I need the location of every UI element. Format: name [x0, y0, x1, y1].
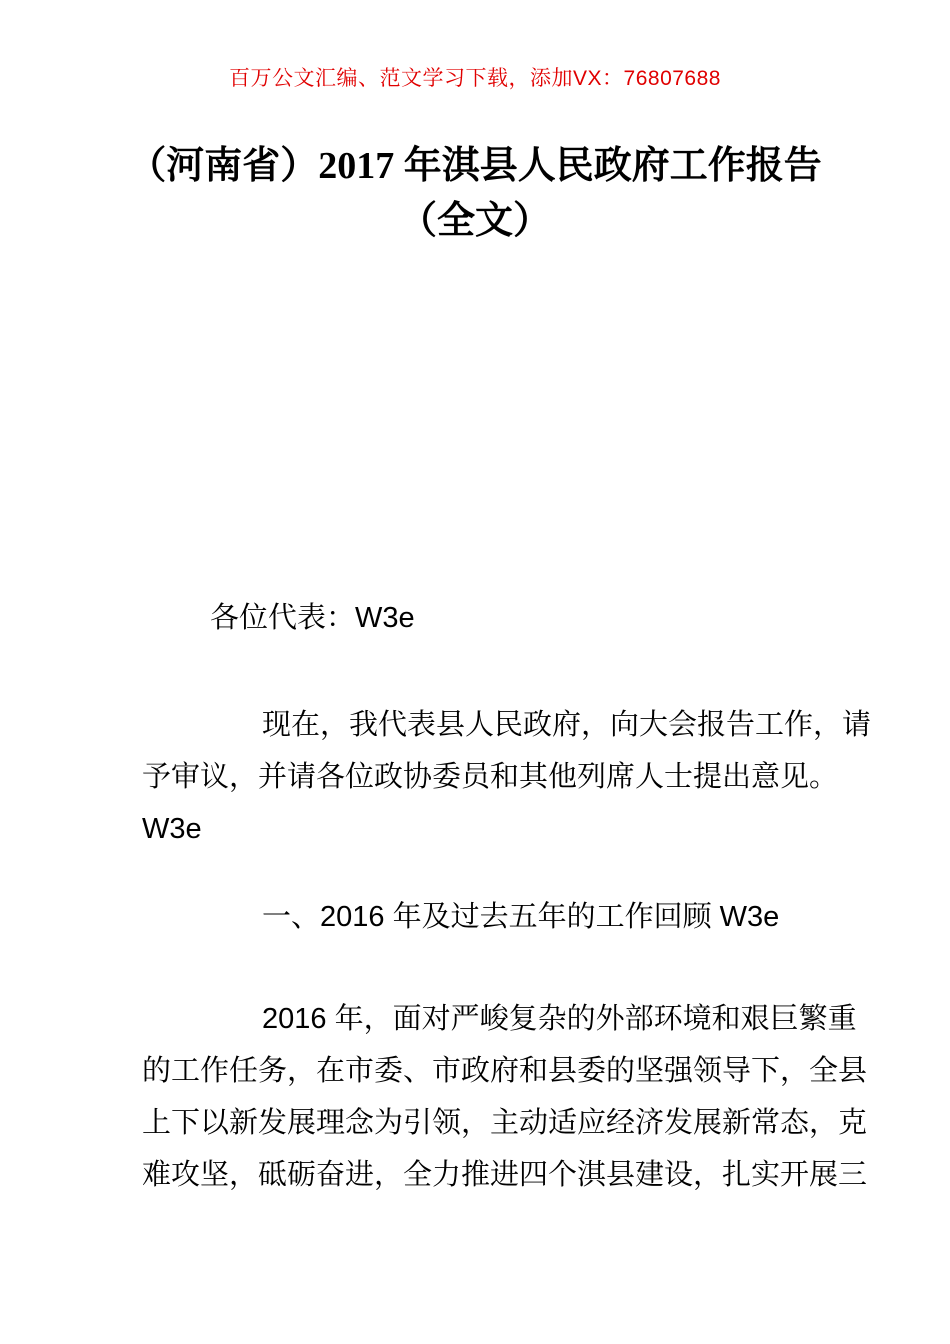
text-line: 一、2016 年及过去五年的工作回顾 W3e: [262, 901, 780, 933]
text-line: 难攻坚，砥砺奋进，全力推进四个淇县建设，扎实开展三: [142, 1159, 868, 1191]
text-line: 的工作任务，在市委、市政府和县委的坚强领导下，全县: [142, 1055, 868, 1087]
paragraph-salutation: [142, 592, 834, 644]
text-line: 各位代表：W3e: [210, 602, 415, 634]
document-title-line-2: （全文）: [398, 200, 551, 242]
document-title: [0, 139, 950, 249]
paragraph-section-heading: [142, 891, 834, 943]
promo-watermark-header: 百万公文汇编、范文学习下载，添加VX：76807688: [229, 67, 721, 90]
text-line: 上下以新发展理念为引领，主动适应经济发展新常态，克: [142, 1107, 868, 1139]
paragraph-report-intro: [142, 699, 872, 855]
text-line: 现在，我代表县人民政府，向大会报告工作，请: [262, 709, 872, 741]
document-title-line-1: （河南省）2017 年淇县人民政府工作报告: [128, 145, 822, 187]
text-line: 2016 年，面对严峻复杂的外部环境和艰巨繁重: [262, 1003, 857, 1035]
text-line: 予审议，并请各位政协委员和其他列席人士提出意见。: [142, 761, 839, 793]
paragraph-review-2016: [142, 993, 868, 1201]
document-body: [142, 592, 872, 1201]
text-line: W3e: [142, 813, 202, 845]
